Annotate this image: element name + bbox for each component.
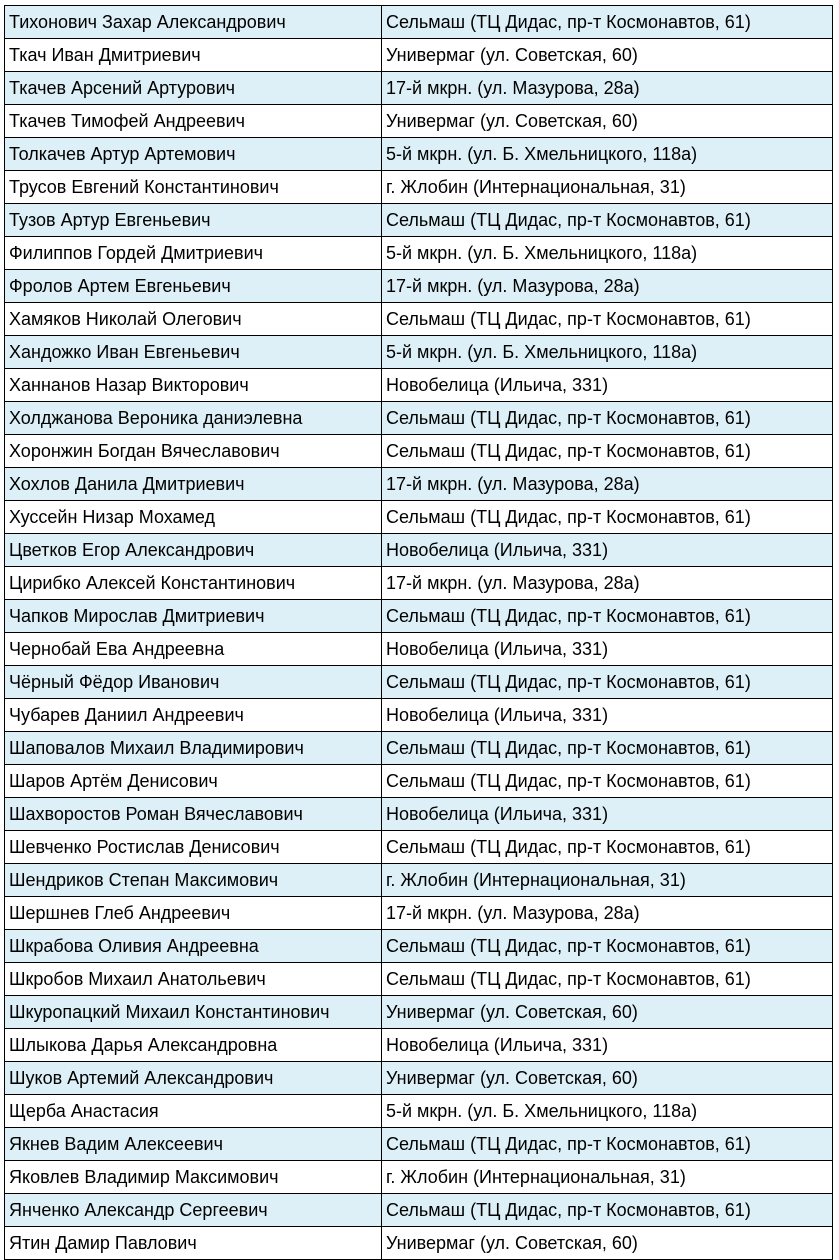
table-row	[5, 864, 833, 897]
location-cell: Новобелица (Ильича, 331)	[382, 369, 833, 402]
table-row	[5, 72, 833, 105]
table-row	[5, 930, 833, 963]
table-row	[5, 963, 833, 996]
person-name-cell: Якнев Вадим Алексеевич	[5, 1128, 382, 1161]
location-cell: 17-й мкрн. (ул. Мазурова, 28а)	[382, 897, 833, 930]
table-row	[5, 237, 833, 270]
table-row	[5, 732, 833, 765]
person-name-cell: Шкуропацкий Михаил Константинович	[5, 996, 382, 1029]
person-name-cell: Шуков Артемий Александрович	[5, 1062, 382, 1095]
table-row	[5, 303, 833, 336]
location-cell: Новобелица (Ильича, 331)	[382, 1029, 833, 1062]
location-cell: г. Жлобин (Интернациональная, 31)	[382, 864, 833, 897]
person-name-cell: Ткачев Арсений Артурович	[5, 72, 382, 105]
location-cell: Сельмаш (ТЦ Дидас, пр-т Космонавтов, 61)	[382, 303, 833, 336]
location-cell: Универмаг (ул. Советская, 60)	[382, 39, 833, 72]
location-cell: 5-й мкрн. (ул. Б. Хмельницкого, 118а)	[382, 237, 833, 270]
location-cell: Новобелица (Ильича, 331)	[382, 534, 833, 567]
table-row	[5, 831, 833, 864]
location-cell: 17-й мкрн. (ул. Мазурова, 28а)	[382, 270, 833, 303]
person-name-cell: Хуссейн Низар Мохамед	[5, 501, 382, 534]
location-cell: Сельмаш (ТЦ Дидас, пр-т Космонавтов, 61)	[382, 501, 833, 534]
table-row	[5, 1128, 833, 1161]
location-cell: Сельмаш (ТЦ Дидас, пр-т Космонавтов, 61)	[382, 831, 833, 864]
location-cell: Сельмаш (ТЦ Дидас, пр-т Космонавтов, 61)	[382, 204, 833, 237]
location-cell: Сельмаш (ТЦ Дидас, пр-т Космонавтов, 61)	[382, 732, 833, 765]
table-row	[5, 204, 833, 237]
person-name-cell: Холджанова Вероника даниэлевна	[5, 402, 382, 435]
location-cell: Новобелица (Ильича, 331)	[382, 633, 833, 666]
table-row	[5, 435, 833, 468]
location-cell: 17-й мкрн. (ул. Мазурова, 28а)	[382, 567, 833, 600]
person-name-cell: Цветков Егор Александрович	[5, 534, 382, 567]
location-cell: Сельмаш (ТЦ Дидас, пр-т Космонавтов, 61)	[382, 963, 833, 996]
location-cell: г. Жлобин (Интернациональная, 31)	[382, 1161, 833, 1194]
table-row	[5, 897, 833, 930]
table-row	[5, 468, 833, 501]
person-name-cell: Шкробов Михаил Анатольевич	[5, 963, 382, 996]
location-cell: Сельмаш (ТЦ Дидас, пр-т Космонавтов, 61)	[382, 600, 833, 633]
location-cell: Сельмаш (ТЦ Дидас, пр-т Космонавтов, 61)	[382, 6, 833, 39]
location-cell: 5-й мкрн. (ул. Б. Хмельницкого, 118а)	[382, 336, 833, 369]
location-cell: 5-й мкрн. (ул. Б. Хмельницкого, 118а)	[382, 138, 833, 171]
table-row	[5, 567, 833, 600]
person-name-cell: Ятин Дамир Павлович	[5, 1227, 382, 1260]
table-row	[5, 1194, 833, 1227]
table-row	[5, 996, 833, 1029]
table-row	[5, 402, 833, 435]
location-cell: Сельмаш (ТЦ Дидас, пр-т Космонавтов, 61)	[382, 666, 833, 699]
person-name-cell: Шлыкова Дарья Александровна	[5, 1029, 382, 1062]
person-name-cell: Шаров Артём Денисович	[5, 765, 382, 798]
person-name-cell: Шевченко Ростислав Денисович	[5, 831, 382, 864]
table-row	[5, 765, 833, 798]
location-cell: 17-й мкрн. (ул. Мазурова, 28а)	[382, 72, 833, 105]
table-row	[5, 1227, 833, 1260]
table-row	[5, 6, 833, 39]
person-name-cell: Шаповалов Михаил Владимирович	[5, 732, 382, 765]
person-name-cell: Хохлов Данила Дмитриевич	[5, 468, 382, 501]
person-name-cell: Шершнев Глеб Андреевич	[5, 897, 382, 930]
location-cell: Универмаг (ул. Советская, 60)	[382, 1062, 833, 1095]
table-row	[5, 336, 833, 369]
person-name-cell: Чубарев Даниил Андреевич	[5, 699, 382, 732]
person-name-cell: Чапков Мирослав Дмитриевич	[5, 600, 382, 633]
person-name-cell: Шкрабова Оливия Андреевна	[5, 930, 382, 963]
location-cell: Сельмаш (ТЦ Дидас, пр-т Космонавтов, 61)	[382, 765, 833, 798]
table-row	[5, 1161, 833, 1194]
table-row	[5, 1029, 833, 1062]
location-cell: Новобелица (Ильича, 331)	[382, 699, 833, 732]
person-name-cell: Щерба Анастасия	[5, 1095, 382, 1128]
location-cell: г. Жлобин (Интернациональная, 31)	[382, 171, 833, 204]
location-cell: 5-й мкрн. (ул. Б. Хмельницкого, 118а)	[382, 1095, 833, 1128]
table-row	[5, 798, 833, 831]
person-name-cell: Тихонович Захар Александрович	[5, 6, 382, 39]
person-name-cell: Янченко Александр Сергеевич	[5, 1194, 382, 1227]
location-cell: Универмаг (ул. Советская, 60)	[382, 996, 833, 1029]
person-name-cell: Яковлев Владимир Максимович	[5, 1161, 382, 1194]
person-name-cell: Тузов Артур Евгеньевич	[5, 204, 382, 237]
table-row	[5, 138, 833, 171]
participants-table	[4, 5, 833, 1260]
table-row	[5, 699, 833, 732]
person-name-cell: Хамяков Николай Олегович	[5, 303, 382, 336]
table-row	[5, 105, 833, 138]
person-name-cell: Трусов Евгений Константинович	[5, 171, 382, 204]
person-name-cell: Шахворостов Роман Вячеславович	[5, 798, 382, 831]
table-row	[5, 501, 833, 534]
table-row	[5, 1095, 833, 1128]
location-cell: Сельмаш (ТЦ Дидас, пр-т Космонавтов, 61)	[382, 930, 833, 963]
person-name-cell: Толкачев Артур Артемович	[5, 138, 382, 171]
location-cell: Сельмаш (ТЦ Дидас, пр-т Космонавтов, 61)	[382, 1128, 833, 1161]
location-cell: Сельмаш (ТЦ Дидас, пр-т Космонавтов, 61)	[382, 1194, 833, 1227]
table-row	[5, 600, 833, 633]
location-cell: Универмаг (ул. Советская, 60)	[382, 105, 833, 138]
location-cell: Сельмаш (ТЦ Дидас, пр-т Космонавтов, 61)	[382, 402, 833, 435]
location-cell: 17-й мкрн. (ул. Мазурова, 28а)	[382, 468, 833, 501]
table-row	[5, 666, 833, 699]
table-row	[5, 270, 833, 303]
person-name-cell: Филиппов Гордей Дмитриевич	[5, 237, 382, 270]
person-name-cell: Цирибко Алексей Константинович	[5, 567, 382, 600]
table-row	[5, 369, 833, 402]
table-row	[5, 39, 833, 72]
table-row	[5, 171, 833, 204]
table-body	[5, 6, 833, 1260]
table-row	[5, 633, 833, 666]
table-row	[5, 534, 833, 567]
location-cell: Универмаг (ул. Советская, 60)	[382, 1227, 833, 1260]
person-name-cell: Ткач Иван Дмитриевич	[5, 39, 382, 72]
person-name-cell: Хоронжин Богдан Вячеславович	[5, 435, 382, 468]
location-cell: Новобелица (Ильича, 331)	[382, 798, 833, 831]
person-name-cell: Чернобай Ева Андреевна	[5, 633, 382, 666]
person-name-cell: Ханнанов Назар Викторович	[5, 369, 382, 402]
person-name-cell: Хандожко Иван Евгеньевич	[5, 336, 382, 369]
person-name-cell: Чёрный Фёдор Иванович	[5, 666, 382, 699]
person-name-cell: Ткачев Тимофей Андреевич	[5, 105, 382, 138]
person-name-cell: Шендриков Степан Максимович	[5, 864, 382, 897]
person-name-cell: Фролов Артем Евгеньевич	[5, 270, 382, 303]
location-cell: Сельмаш (ТЦ Дидас, пр-т Космонавтов, 61)	[382, 435, 833, 468]
table-row	[5, 1062, 833, 1095]
